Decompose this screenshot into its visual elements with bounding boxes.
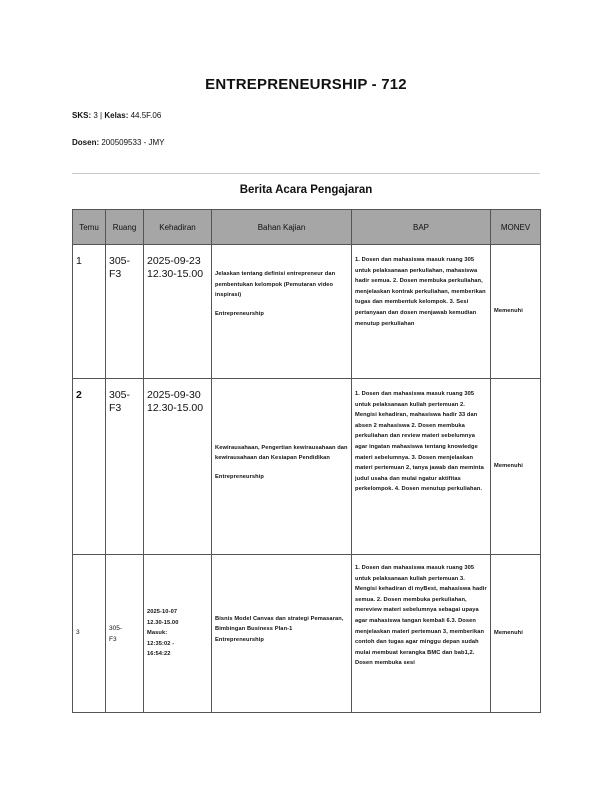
cell-kehadiran: 2025-09-23 12.30-15.00 [144,245,212,379]
col-ruang: Ruang [106,210,144,245]
kajian-course: Entrepreneurship [215,310,265,317]
kelas-value: 44.5F.06 [130,111,162,120]
cell-ruang: 305- F3 [106,379,144,555]
cell-ruang: 305- F3 [106,245,144,379]
kajian-topic: Kewirausahaan, Pengertian kewirausahaan dan kewirausahaan dan Kesiapan Pendidikan [215,444,348,462]
kajian-topic: Bisnis Model Canvas dan strategi Pemasaran, Bimbingan Business Plan-1 [215,615,344,633]
table-row [73,555,541,713]
table-row [73,245,541,379]
lecturer-meta [72,138,165,147]
cell-bap: 1. Dosen dan mahasiswa masuk ruang 305 untuk pelaksanaan kuliah pertemuan 3. Mengisi kehadiran di myBest, mahasiswa hadir semua. 2. Dosen membuka perkuliahan, mereview materi sebelumnya sebagai upaya agar mahasiswa tangan kembali 6.3. Dosen menjelaskan materi pertemuan 3, memberikan contoh dan tugas agar minggu depan sudah mulai membuat kerangka BMC dan bab1,2. Dosen membuka sesi [352,555,491,713]
kajian-course: Entrepreneurship [215,473,265,480]
bap-table [72,209,541,713]
cell-temu: 2 [73,379,106,555]
cell-kehadiran: 2025-10-07 12.30-15.00 Masuk: 12:35:02 - 16:54:22 [144,555,212,713]
section-title: Berita Acara Pengajaran [239,184,373,196]
cell-kehadiran: 2025-09-30 12.30-15.00 [144,379,212,555]
dosen-value: 200509533 - JMY [101,138,165,147]
cell-temu: 3 [73,555,106,713]
sks-value: 3 [93,111,98,120]
kelas-label: Kelas: [104,111,129,120]
divider [72,173,540,174]
cell-bahan-kajian [212,245,352,379]
col-bap: BAP [352,210,491,245]
document-title: ENTREPRENEURSHIP - 712 [205,76,407,93]
col-bahan-kajian: Bahan Kajian [212,210,352,245]
cell-monev: Memenuhi [491,245,541,379]
kajian-course: Entrepreneurship [215,636,265,643]
cell-monev: Memenuhi [491,555,541,713]
table-row [73,379,541,555]
cell-ruang: 305- F3 [106,555,144,713]
col-monev: MONEV [491,210,541,245]
separator: | [100,111,103,120]
kajian-topic: Jelaskan tentang definisi entrepreneur dan pembentukan kelompok (Pemutaran video inspirasi) [215,271,336,299]
cell-bahan-kajian [212,555,352,713]
col-temu: Temu [73,210,106,245]
cell-monev: Memenuhi [491,379,541,555]
col-kehadiran: Kehadiran [144,210,212,245]
course-meta [72,111,161,120]
cell-bap: 1. Dosen dan mahasiswa masuk ruang 305 untuk pelaksanaan perkuliahan, mahasiswa hadir semua. 2. Dosen membuka perkuliahan, menjelaskan kontrak perkuliahan, memberikan tugas dan membentuk kelompok. 3. Sesi pertanyaan dan dosen menjawab kemudian menutup perkuliahan [352,245,491,379]
cell-bahan-kajian [212,379,352,555]
dosen-label: Dosen: [72,138,100,147]
cell-temu: 1 [73,245,106,379]
cell-bap: 1. Dosen dan mahasiswa masuk ruang 305 untuk pelaksanaan kuliah pertemuan 2. Mengisi kehadiran, mahasiswa hadir 33 dan absen 2 mahasiswa 2. Dosen membuka perkuliahan dan review materi sebelumnya agar ingatan mahasiswa tentang knowledge materi sebelumnya. 3. Dosen menjelaskan materi pertemuan 2, tanya jawab dan meminta judul usaha dan mulai ngatur aktifitas perkelompok. 4. Dosen menutup perkuliahan. [352,379,491,555]
sks-label: SKS: [72,111,92,120]
table-header-row [73,210,541,245]
